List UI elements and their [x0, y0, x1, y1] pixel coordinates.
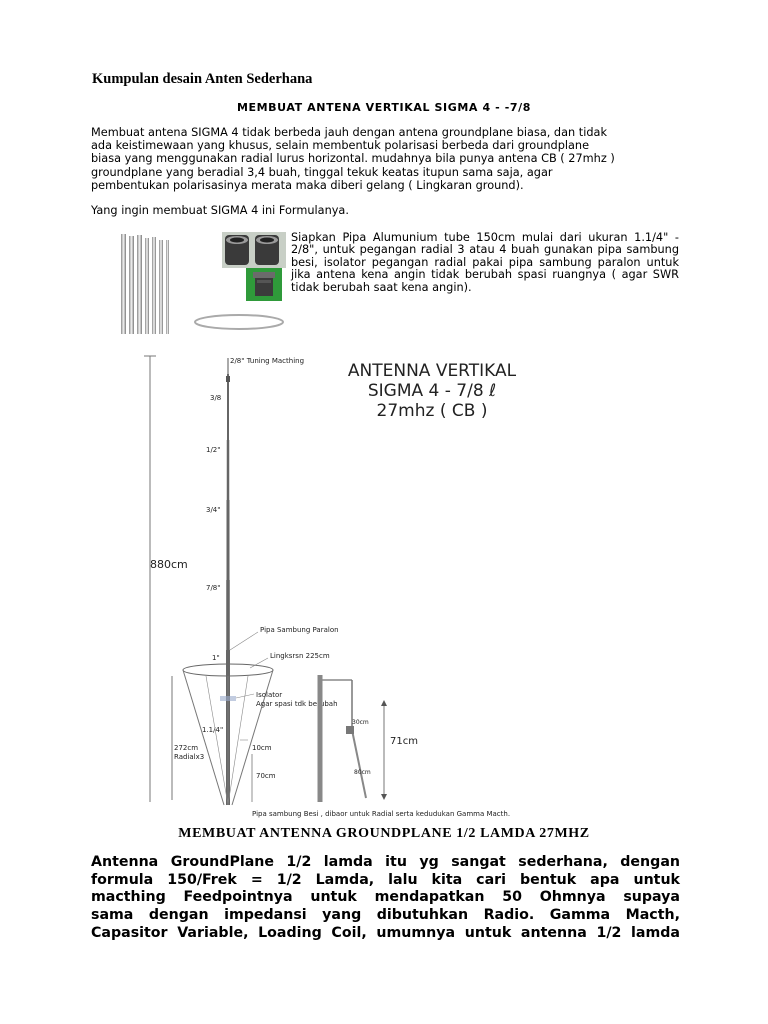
body-line: sama dengan impedansi yang dibutuhkan Radio. Gamma Macth,	[91, 907, 680, 924]
detail-80cm-label: 80cm	[354, 769, 371, 776]
intro-line: Membuat antena SIGMA 4 tidak berbeda jauh dengan antena groundplane biasa, dan tidak	[91, 126, 607, 139]
segment-label-1-1-4: 1.1/4"	[202, 726, 224, 734]
body-line: Capasitor Variable, Loading Coil, umumnya untuk antenna 1/2 lamda	[91, 924, 680, 941]
antenna-diagram	[140, 350, 688, 822]
segment-label-3-4: 3/4"	[206, 506, 221, 514]
isolator-label: Isolator	[256, 691, 283, 699]
intro-line: biasa yang menggunakan radial lurus horizontal. mudahnya bila punya antena CB ( 27mhz )	[91, 152, 615, 166]
segment-label-7-8: 7/8"	[206, 584, 221, 592]
intro-line: pembentukan polarisasinya merata maka diberi gelang ( Lingkaran ground).	[91, 178, 524, 192]
aluminium-tubes-photo	[118, 232, 174, 336]
diagram-title-line3: 27mhz ( CB )	[376, 401, 488, 421]
detail-30cm-label: 30cm	[352, 719, 369, 726]
intro-line: groundplane yang beradial 3,4 buah, tinggal tekuk keatas itupun sama saja, agar	[91, 165, 553, 179]
body-line: formula 150/Frek = 1/2 Lamda, lalu kita cari bentuk apa untuk	[91, 871, 680, 888]
body-line: macthing Feedpointnya untuk mendapatkan 50 Ohmnya supaya	[91, 889, 680, 906]
ring-label: Lingksrsn 225cm	[270, 652, 330, 660]
paralon-connector-photo	[246, 268, 282, 301]
pipe-connectors-photo	[222, 232, 286, 268]
intro-line: ada keistimewaan yang khusus, selain membentuk polarisasi berbeda dari groundplane	[91, 139, 590, 153]
ground-ring-photo	[192, 312, 286, 332]
detail-71cm-label: 71cm	[390, 736, 418, 747]
paralon-label: Pipa Sambung Paralon	[260, 626, 339, 634]
base-note-label: Pipa sambung Besi , dibaor untuk Radial serta kedudukan Gamma Macth.	[252, 810, 511, 818]
isolator-note-label: Agar spasi tdk berubah	[256, 700, 338, 708]
radial-count-label: Radialx3	[174, 753, 205, 761]
body-line: Antenna GroundPlane 1/2 lamda itu yg sangat sederhana, dengan	[91, 854, 680, 870]
segment-label-1-2: 1/2"	[206, 446, 221, 454]
materials-description: Siapkan Pipa Alumunium tube 150cm mulai dari ukuran 1.1/4" - 2/8", untuk pegangan radial 3 atau 4 buah gunakan pipa sambung besi, isolator pegangan radial pakai pipa sambung paralon untuk jika antena kena angin tidak berubah spasi ruangnya ( agar SWR tidak berubah saat kena angin).	[291, 231, 679, 294]
10cm-label: 10cm	[252, 744, 272, 752]
height-label: 880cm	[150, 558, 188, 571]
diagram-title-line2: SIGMA 4 - 7/8 ℓ	[367, 381, 497, 401]
section-heading-groundplane: MEMBUAT ANTENNA GROUNDPLANE 1/2 LAMDA 27MHZ	[178, 826, 590, 841]
section-heading-sigma4: MEMBUAT ANTENA VERTIKAL SIGMA 4 - -7/8	[236, 101, 532, 114]
segment-label-1: 1"	[212, 654, 220, 662]
groundplane-paragraph	[91, 854, 680, 943]
segment-label-3-8: 3/8	[210, 394, 222, 402]
tuning-label: 2/8" Tuning Macthing	[230, 357, 305, 365]
diagram-title-line1: ANTENNA VERTIKAL	[347, 361, 517, 381]
radial-length-label: 272cm	[174, 744, 199, 752]
formula-intro: Yang ingin membuat SIGMA 4 ini Formulanya.	[91, 204, 349, 217]
intro-paragraph	[91, 126, 691, 192]
70cm-label: 70cm	[256, 772, 276, 780]
document-title: Kumpulan desain Anten Sederhana	[92, 71, 313, 87]
